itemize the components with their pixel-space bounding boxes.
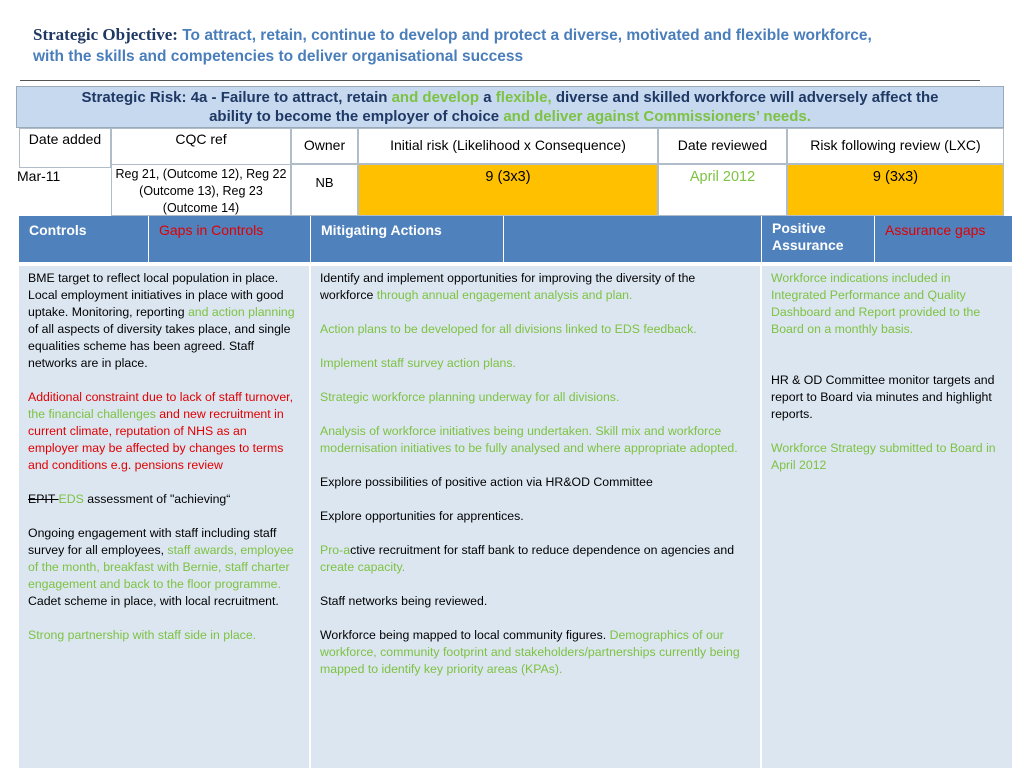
controls-header: Controls — [19, 216, 149, 262]
action-item: Strategic workforce planning underway for all divisions. — [320, 390, 620, 404]
owner-header: Owner — [291, 128, 358, 164]
risk-text-1: Strategic Risk: 4a - Failure to attract, retain — [81, 89, 392, 106]
mitigating-actions-header-blank — [504, 216, 762, 262]
assurance-gaps-header: Assurance gaps — [875, 216, 1012, 262]
objective-lead: Strategic Objective: — [33, 25, 178, 44]
risk-text-2: and develop — [391, 89, 480, 106]
control-gap-item: Additional constraint due to lack of staff turnover, the financial challenges and new recruitment in current climate, reputation of NHS as an employer may be affected by changes to terms and conditions e.g. pensions review — [28, 390, 293, 472]
gaps-in-controls-header: Gaps in Controls — [149, 216, 311, 262]
action-item: Pro-active recruitment for staff bank to reduce dependence on agencies and create capacity. — [320, 543, 735, 574]
action-item: Workforce being mapped to local community figures. Demographics of our workforce, community footprint and stakeholders/partnerships currently being mapped to identify key priority areas (KPAs). — [320, 628, 740, 676]
controls-column — [19, 266, 311, 768]
risk-following-value: 9 (3x3) — [787, 164, 1004, 216]
date-reviewed-value: April 2012 — [658, 164, 787, 216]
cqc-ref-value: Reg 21, (Outcome 12), Reg 22 (Outcome 13), Reg 23 (Outcome 14) — [111, 164, 291, 216]
strategic-risk-banner — [16, 86, 1004, 128]
risk-following-header: Risk following review (LXC) — [787, 128, 1004, 164]
control-item: Ongoing engagement with staff including staff survey for all employees, staff awards, employee of the month, breakfast with Bernie, staff charter engagement and back to the floor programme. — [28, 526, 294, 591]
divider — [20, 80, 980, 81]
risk-text-6: ability to become the employer of choice — [209, 108, 504, 125]
positive-assurance-column — [762, 266, 1012, 768]
mitigating-actions-column — [311, 266, 762, 768]
date-added-value: Mar-11 — [17, 168, 61, 184]
assurance-item: Workforce indications included in Integrated Performance and Quality Dashboard and Report provided to the Board on a monthly basis. — [771, 271, 981, 336]
initial-risk-value: 9 (3x3) — [358, 164, 658, 216]
risk-text-3: a — [479, 89, 496, 106]
objective-line1: To attract, retain, continue to develop and protect a diverse, motivated and flexible workforce, — [177, 27, 872, 44]
risk-text-5: diverse and skilled workforce will adversely affect the — [551, 89, 939, 106]
control-item: Strong partnership with staff side in place. — [28, 628, 257, 642]
control-item: BME target to reflect local population in place. — [28, 271, 279, 285]
owner-value: NB — [291, 164, 358, 216]
date-reviewed-header: Date reviewed — [658, 128, 787, 164]
strategic-objective-title — [33, 24, 993, 67]
cqc-ref-header: CQC ref — [111, 128, 291, 168]
action-item: Staff networks being reviewed. — [320, 594, 488, 608]
assurance-item: HR & OD Committee monitor targets and report to Board via minutes and highlight reports. — [771, 373, 995, 421]
control-item: Cadet scheme in place, with local recruitment. — [28, 594, 279, 608]
action-item: Identify and implement opportunities for improving the diversity of the workforce through annual engagement analysis and plan. — [320, 271, 696, 302]
action-item: Analysis of workforce initiatives being undertaken. Skill mix and workforce modernisation initiatives to be fully analysed and where appropriate adopted. — [320, 424, 738, 455]
risk-text-7: and deliver against Commissioners’ needs. — [503, 108, 811, 125]
action-item: Action plans to be developed for all divisions linked to EDS feedback. — [320, 322, 697, 336]
control-item: EPIT EDS assessment of "achieving“ — [28, 492, 231, 506]
action-item: Implement staff survey action plans. — [320, 356, 516, 370]
assurance-item: Workforce Strategy submitted to Board in April 2012 — [771, 441, 996, 472]
positive-assurance-header: Positive Assurance — [762, 216, 875, 262]
controls-table — [19, 216, 1012, 768]
date-added-header: Date added — [19, 128, 111, 168]
risk-text-4: flexible, — [495, 89, 552, 106]
objective-line2: with the skills and competencies to deliver organisational success — [33, 48, 524, 65]
initial-risk-header: Initial risk (Likelihood x Consequence) — [358, 128, 658, 164]
control-item: Local employment initiatives in place with good uptake. Monitoring, reporting and action planning of all aspects of diversity takes place, and single equalities scheme has been agreed. Staff networks are in place. — [28, 288, 295, 370]
action-item: Explore possibilities of positive action via HR&OD Committee — [320, 475, 653, 489]
mitigating-actions-header: Mitigating Actions — [311, 216, 504, 262]
action-item: Explore opportunities for apprentices. — [320, 509, 524, 523]
